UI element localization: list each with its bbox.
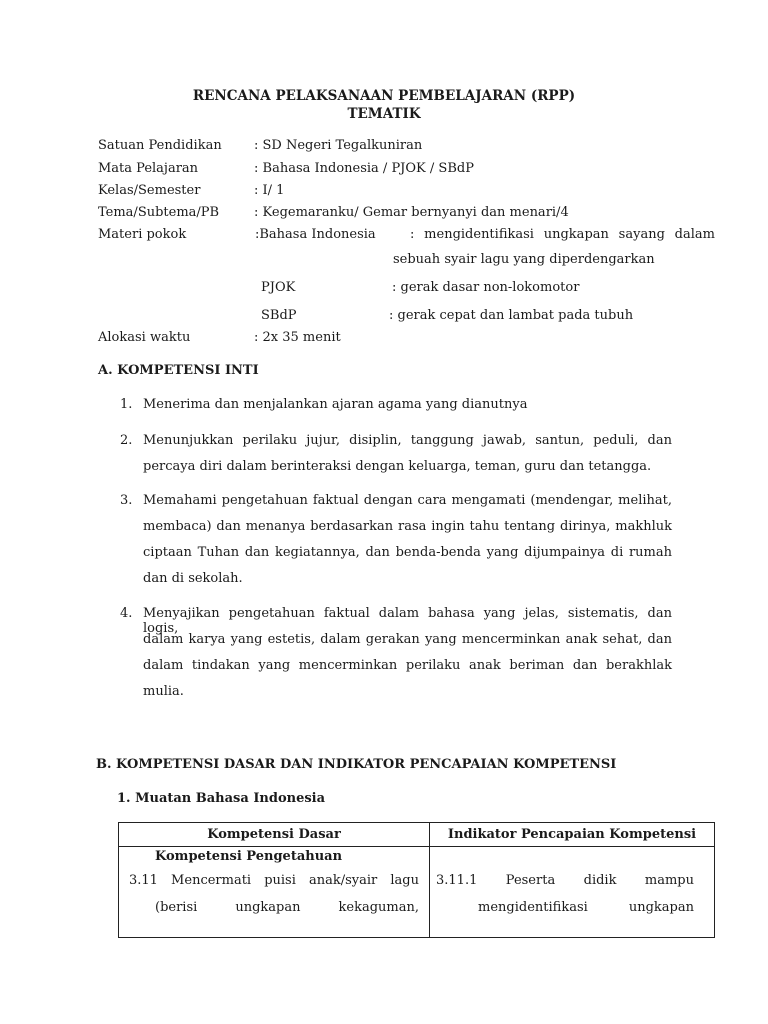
ki-item-3-line-1: Memahami pengetahuan faktual dengan cara mengamati (mendengar, melihat, bbox=[143, 493, 672, 508]
mapel-value: : Bahasa Indonesia / PJOK / SBdP bbox=[254, 161, 474, 176]
ki-item-1-line-1: Menerima dan menjalankan ajaran agama yang dianutnya bbox=[143, 397, 528, 412]
kompetensi-table bbox=[118, 822, 715, 938]
materi-bi-line1: : mengidentifikasi ungkapan sayang dalam bbox=[410, 227, 715, 242]
ki-item-2-line-2: percaya diri dalam berinteraksi dengan keluarga, teman, guru dan tetangga. bbox=[143, 459, 652, 474]
ipk-cell bbox=[430, 847, 715, 938]
ki-item-2-line-1: Menunjukkan perilaku jujur, disiplin, tanggung jawab, santun, peduli, dan bbox=[143, 433, 672, 448]
materi-sbdp-subject: SBdP bbox=[261, 308, 297, 323]
table-header-row bbox=[119, 823, 715, 847]
materi-pjok-value: : gerak dasar non-lokomotor bbox=[392, 280, 580, 295]
kd-header: Kompetensi Dasar bbox=[119, 823, 430, 847]
ipk-line-1: 3.11.1 Peserta didik mampu bbox=[436, 873, 694, 888]
table-row bbox=[119, 847, 715, 938]
kelas-label: Kelas/Semester bbox=[98, 183, 201, 198]
ki-item-4-number: 4. bbox=[120, 606, 133, 621]
mapel-label: Mata Pelajaran bbox=[98, 161, 199, 176]
kd-cell bbox=[119, 847, 430, 938]
satuan-label: Satuan Pendidikan bbox=[98, 138, 222, 153]
section-b-subheading: 1. Muatan Bahasa Indonesia bbox=[117, 791, 326, 806]
kd-line-1: 3.11 Mencermati puisi anak/syair lagu bbox=[129, 873, 419, 888]
ki-item-2-number: 2. bbox=[120, 433, 133, 448]
ki-item-3-line-4: dan di sekolah. bbox=[143, 571, 243, 586]
materi-sbdp-value: : gerak cepat dan lambat pada tubuh bbox=[389, 308, 634, 323]
section-a-heading: A. KOMPETENSI INTI bbox=[98, 363, 259, 378]
kd-line-2: (berisi ungkapan kekaguman, bbox=[155, 900, 419, 915]
materi-bi-line2: sebuah syair lagu yang diperdengarkan bbox=[393, 252, 655, 267]
ipk-header: Indikator Pencapaian Kompetensi bbox=[430, 823, 715, 847]
kd-subheading: Kompetensi Pengetahuan bbox=[155, 849, 343, 864]
ki-item-3-number: 3. bbox=[120, 493, 133, 508]
alokasi-value: : 2x 35 menit bbox=[254, 330, 341, 345]
ki-item-3-line-3: ciptaan Tuhan dan kegiatannya, dan benda-benda yang dijumpainya di rumah bbox=[143, 545, 672, 560]
ki-item-3-line-2: membaca) dan menanya berdasarkan rasa ingin tahu tentang dirinya, makhluk bbox=[143, 519, 672, 534]
tema-value: : Kegemaranku/ Gemar bernyanyi dan menari/4 bbox=[254, 205, 569, 220]
ki-item-4-line-3: dalam tindakan yang mencerminkan perilaku anak beriman dan berakhlak bbox=[143, 658, 672, 673]
ki-item-4-line-2: dalam karya yang estetis, dalam gerakan yang mencerminkan anak sehat, dan bbox=[143, 632, 672, 647]
ki-item-1-number: 1. bbox=[120, 397, 133, 412]
ipk-line-2: mengidentifikasi ungkapan bbox=[478, 900, 694, 915]
ki-item-4-line-1: Menyajikan pengetahuan faktual dalam bahasa yang jelas, sistematis, dan logis, bbox=[143, 606, 672, 636]
kelas-value: : I/ 1 bbox=[254, 183, 285, 198]
section-b-heading: B. KOMPETENSI DASAR DAN INDIKATOR PENCAPAIAN KOMPETENSI bbox=[96, 757, 617, 772]
alokasi-label: Alokasi waktu bbox=[98, 330, 191, 345]
ki-item-4-line-4: mulia. bbox=[143, 684, 184, 699]
materi-bi-subject: :Bahasa Indonesia bbox=[255, 227, 376, 242]
tema-label: Tema/Subtema/PB bbox=[98, 205, 220, 220]
document-title: RENCANA PELAKSANAAN PEMBELAJARAN (RPP) bbox=[192, 88, 576, 104]
materi-pjok-subject: PJOK bbox=[261, 280, 296, 295]
satuan-value: : SD Negeri Tegalkuniran bbox=[254, 138, 423, 153]
materi-label: Materi pokok bbox=[98, 227, 187, 242]
document-subtitle: TEMATIK bbox=[347, 106, 421, 122]
